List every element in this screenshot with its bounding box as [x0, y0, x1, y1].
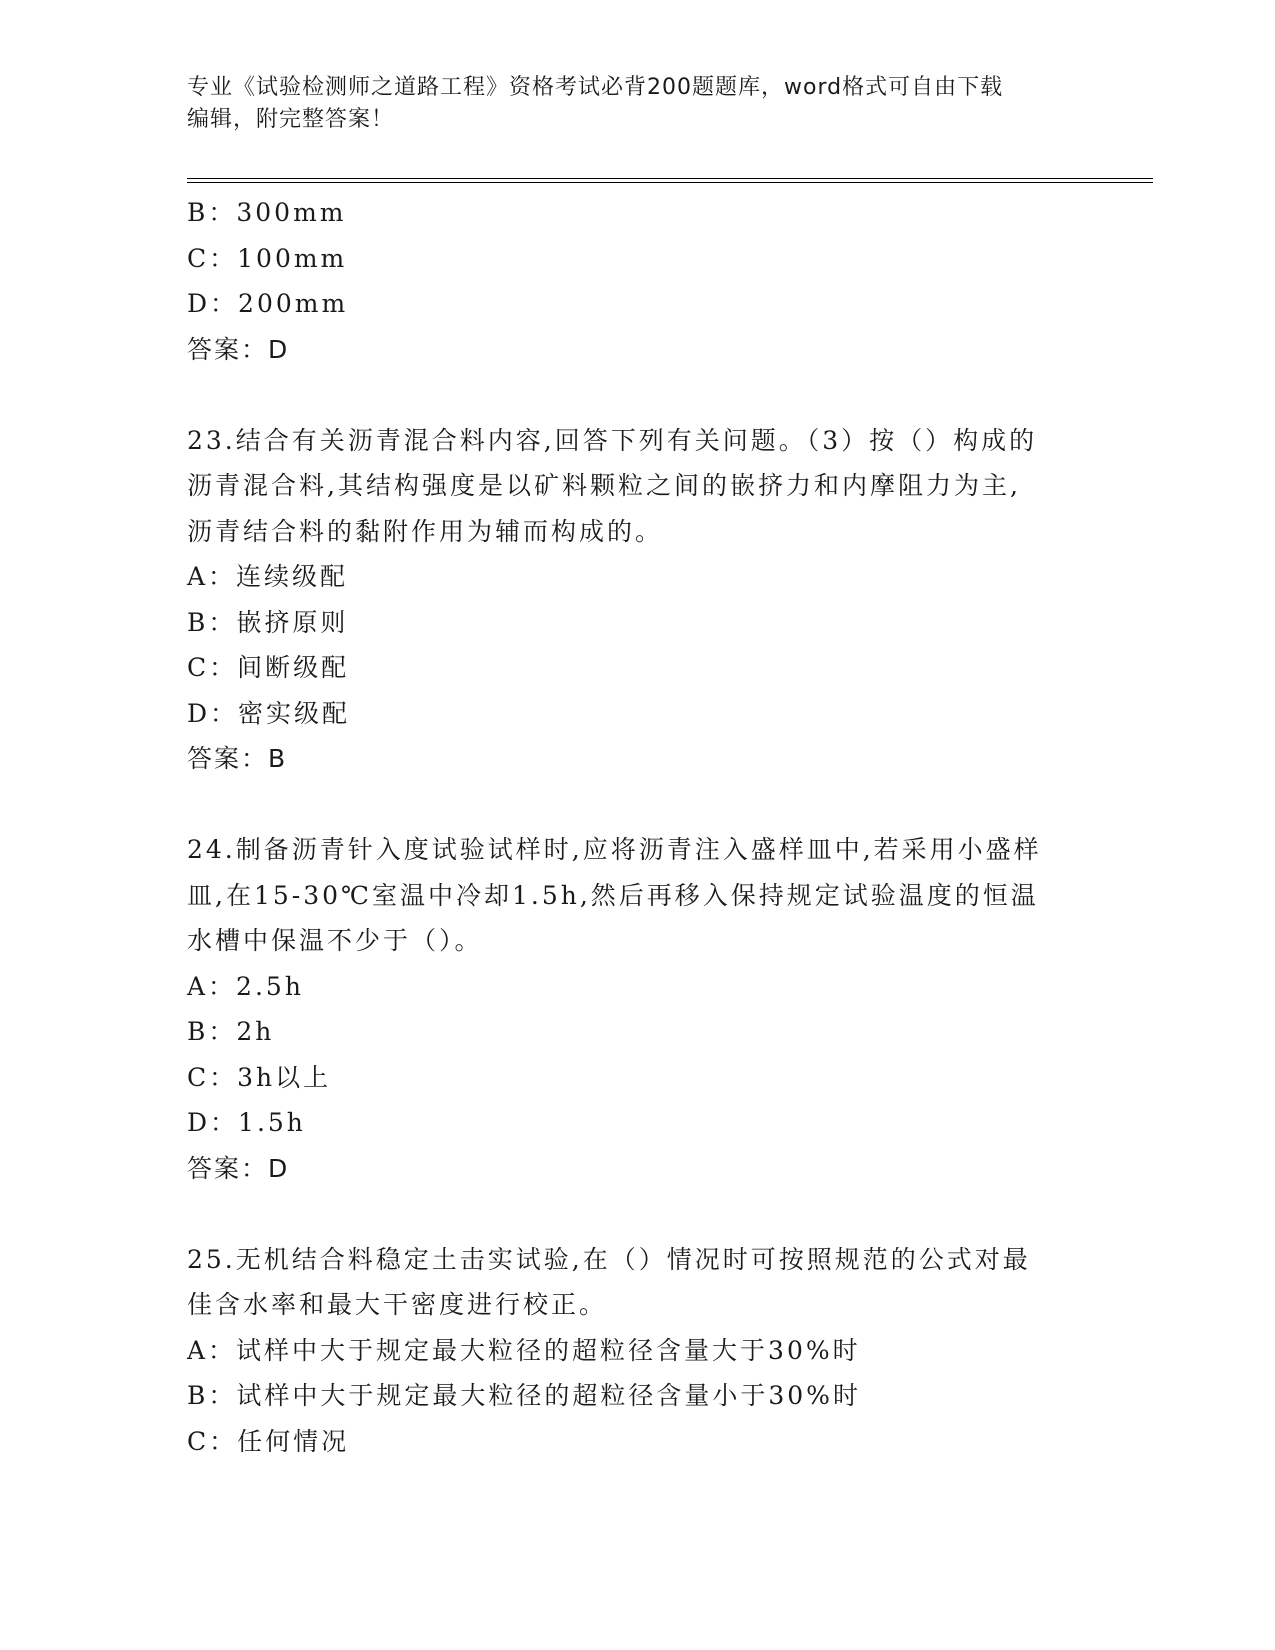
- header-line-2: 编辑，附完整答案！: [187, 107, 395, 132]
- option-b: B：300mm: [187, 198, 347, 227]
- page-header: [187, 72, 1067, 136]
- option-a: A：试样中大于规定最大粒径的超粒径含量大于30%时: [187, 1335, 861, 1365]
- question-stem-line: 沥青混合料,其结构强度是以矿料颗粒之间的嵌挤力和内摩阻力为主,: [187, 471, 1021, 500]
- header-divider-top: [187, 178, 1153, 179]
- spacer: [187, 372, 1087, 418]
- spacer: [187, 782, 1087, 828]
- option-c: C：100mm: [187, 243, 348, 273]
- question-stem-line: 佳含水率和最大干密度进行校正。: [187, 1290, 608, 1319]
- spacer: [187, 1191, 1087, 1237]
- option-b: B：试样中大于规定最大粒径的超粒径含量小于30%时: [187, 1381, 861, 1410]
- option-b: B：嵌挤原则: [187, 607, 349, 637]
- answer: 答案：D: [187, 334, 290, 364]
- answer: 答案：B: [187, 744, 288, 773]
- option-d: D：1.5h: [187, 1108, 306, 1137]
- option-c: C：间断级配: [187, 653, 350, 682]
- question-22-tail: [187, 190, 1087, 372]
- option-c: C：3h以上: [187, 1062, 332, 1092]
- question-stem-line: 沥青结合料的黏附作用为辅而构成的。: [187, 516, 664, 546]
- question-stem-line: 水槽中保温不少于（）。: [187, 926, 483, 955]
- option-a: A：2.5h: [187, 971, 304, 1001]
- header-divider-bottom: [187, 182, 1153, 183]
- header-line-1: 专业《试验检测师之道路工程》资格考试必背200题题库，word格式可自由下载: [187, 75, 1004, 100]
- question-stem-line: 25.无机结合料稳定土击实试验,在（）情况时可按照规范的公式对最: [187, 1244, 1031, 1274]
- option-b: B：2h: [187, 1017, 275, 1046]
- question-stem-line: 24.制备沥青针入度试验试样时,应将沥青注入盛样皿中,若采用小盛样: [187, 835, 1042, 864]
- question-stem-line: 皿,在15-30℃室温中冷却1.5h,然后再移入保持规定试验温度的恒温: [187, 880, 1039, 910]
- question-25: [187, 1237, 1087, 1465]
- option-d: D：200mm: [187, 289, 349, 318]
- question-23: [187, 418, 1087, 782]
- option-a: A：连续级配: [187, 562, 349, 591]
- question-list: [187, 190, 1087, 1464]
- option-d: D：密实级配: [187, 698, 351, 728]
- question-stem-line: 23.结合有关沥青混合料内容,回答下列有关问题。（3）按（）构成的: [187, 425, 1038, 455]
- question-24: [187, 827, 1087, 1191]
- answer: 答案：D: [187, 1153, 290, 1183]
- option-c: C：任何情况: [187, 1426, 350, 1456]
